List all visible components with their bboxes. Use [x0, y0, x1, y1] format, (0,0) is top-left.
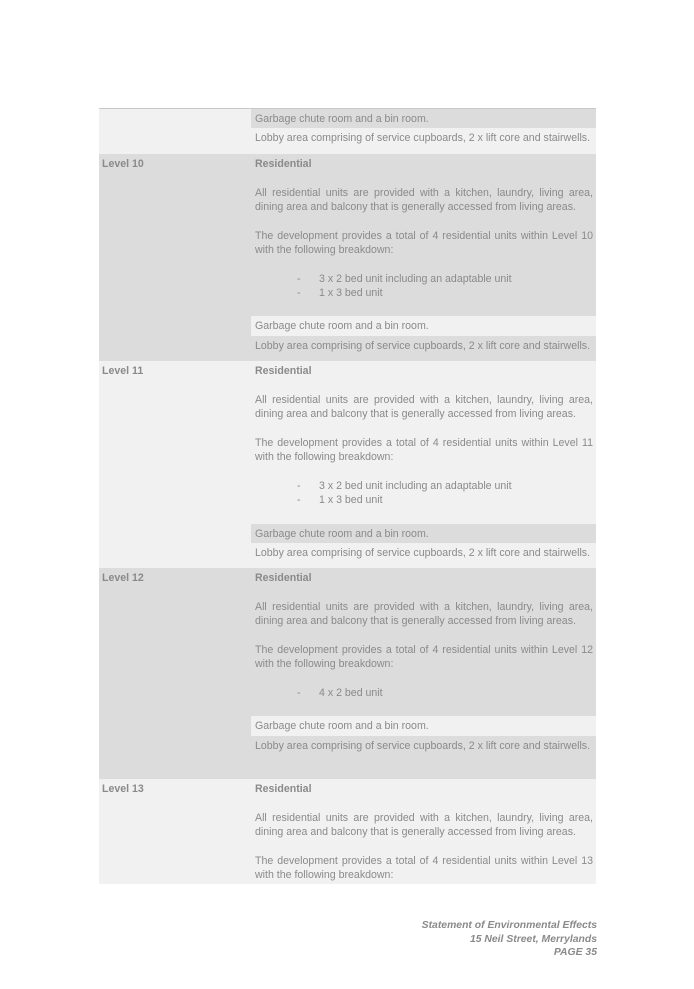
residential-cell — [251, 361, 596, 524]
residential-cell — [251, 154, 596, 316]
section-heading: Residential — [255, 158, 312, 170]
paragraph: All residential units are provided with a kitchen, laundry, living area, dining area and balcony that is generally accessed from living areas. — [255, 393, 593, 420]
paragraph: The development provides a total of 4 residential units within Level 12 with the following breakdown: — [255, 643, 593, 670]
list-item: - 4 x 2 bed unit — [297, 686, 593, 701]
paragraph: The development provides a total of 4 residential units within Level 10 with the following breakdown: — [255, 229, 593, 256]
garbage-cell: Garbage chute room and a bin room. — [251, 716, 596, 736]
paragraph: All residential units are provided with a kitchen, laundry, living area, dining area and balcony that is generally accessed from living areas. — [255, 811, 593, 838]
list-item: - 1 x 3 bed unit — [297, 286, 593, 301]
table-row — [99, 154, 596, 361]
unit-breakdown-list — [255, 479, 593, 508]
level-label — [99, 109, 251, 154]
level-label: Level 10 — [99, 154, 251, 361]
list-item: - 3 x 2 bed unit including an adaptable unit — [297, 479, 593, 494]
level-label: Level 12 — [99, 568, 251, 779]
residential-cell — [251, 568, 596, 716]
residential-cell — [251, 779, 596, 884]
level-label: Level 11 — [99, 361, 251, 568]
table-row — [99, 779, 596, 884]
paragraph: The development provides a total of 4 residential units within Level 11 with the following breakdown: — [255, 436, 593, 463]
level-breakdown-table — [99, 108, 596, 884]
section-heading: Residential — [255, 783, 312, 795]
paragraph: All residential units are provided with a kitchen, laundry, living area, dining area and balcony that is generally accessed from living areas. — [255, 600, 593, 627]
table-row — [99, 361, 596, 568]
garbage-cell: Garbage chute room and a bin room. — [251, 524, 596, 543]
unit-breakdown-list — [255, 686, 593, 701]
table-row — [99, 568, 596, 779]
level-label: Level 13 — [99, 779, 251, 884]
garbage-cell: Garbage chute room and a bin room. — [251, 109, 596, 128]
lobby-cell: Lobby area comprising of service cupboards, 2 x lift core and stairwells. — [251, 543, 596, 568]
garbage-cell: Garbage chute room and a bin room. — [251, 316, 596, 336]
footer-page-number: PAGE 35 — [553, 947, 597, 958]
page-footer — [422, 919, 597, 960]
section-heading: Residential — [255, 365, 312, 377]
list-item: - 1 x 3 bed unit — [297, 493, 593, 508]
lobby-cell: Lobby area comprising of service cupboards, 2 x lift core and stairwells. — [251, 736, 596, 779]
lobby-cell: Lobby area comprising of service cupboards, 2 x lift core and stairwells. — [251, 336, 596, 361]
paragraph: The development provides a total of 4 residential units within Level 13 with the following breakdown: — [255, 854, 593, 881]
section-heading: Residential — [255, 572, 312, 584]
footer-document-title: Statement of Environmental Effects — [421, 920, 597, 931]
lobby-cell: Lobby area comprising of service cupboards, 2 x lift core and stairwells. — [251, 128, 596, 154]
table-row — [99, 109, 596, 154]
footer-address: 15 Neil Street, Merrylands — [469, 933, 597, 945]
list-item: - 3 x 2 bed unit including an adaptable unit — [297, 272, 593, 287]
paragraph: All residential units are provided with a kitchen, laundry, living area, dining area and balcony that is generally accessed from living areas. — [255, 186, 593, 213]
unit-breakdown-list — [255, 272, 593, 301]
